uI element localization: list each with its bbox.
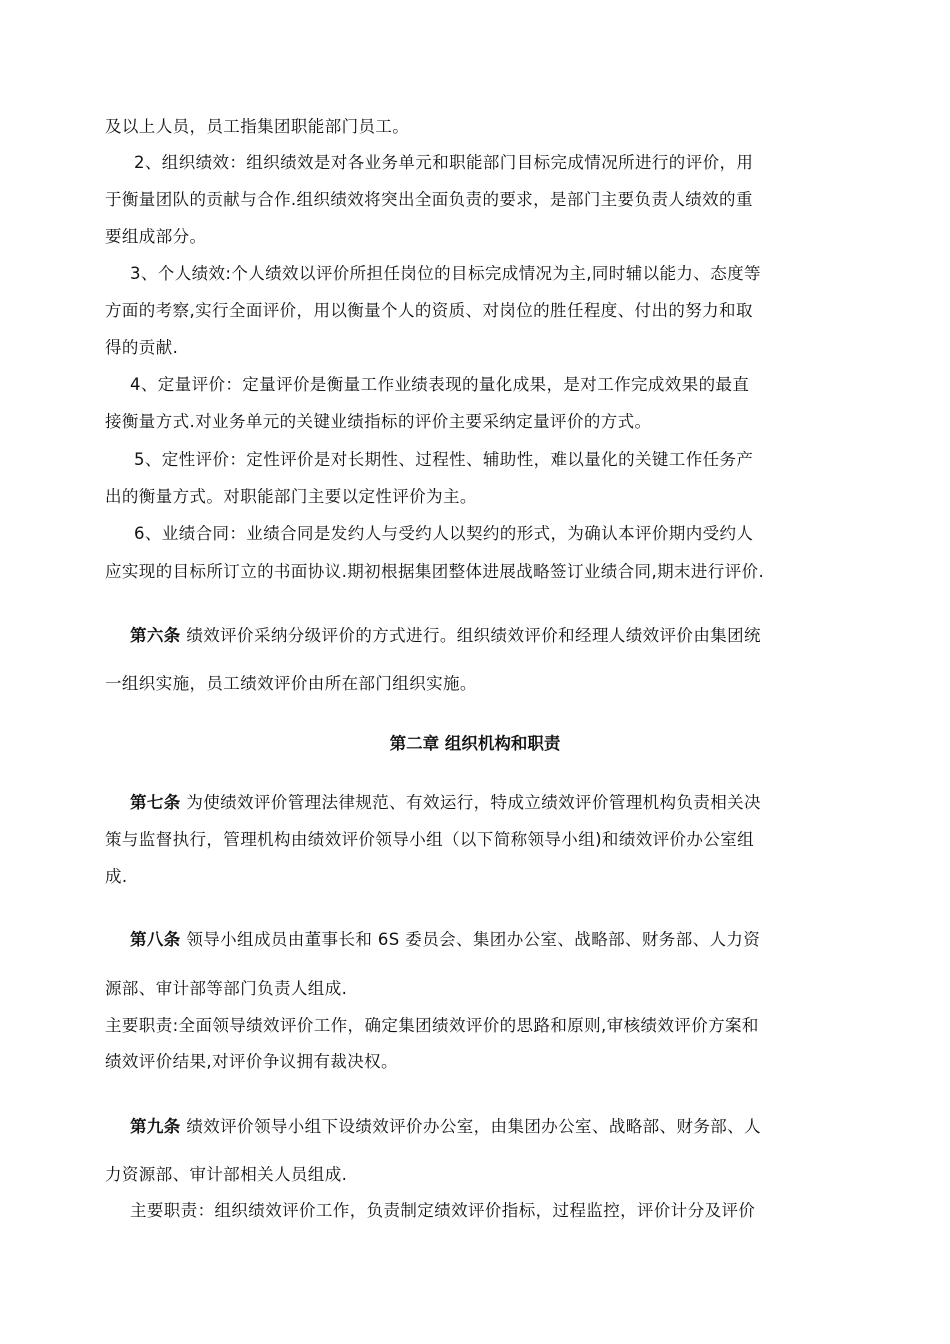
text-line: 要组成部分。 [105, 227, 207, 246]
text-line: 得的贡献. [105, 338, 179, 357]
article-8-line: 第八条 领导小组成员由董事长和 6S 委员会、集团办公室、战略部、财务部、人力资 [130, 930, 761, 949]
article-9-line: 力资源部、审计部相关人员组成. [105, 1165, 348, 1184]
text-line: 接衡量方式.对业务单元的关键业绩指标的评价主要采纳定量评价的方式。 [105, 412, 652, 431]
article-7-line: 第七条 为使绩效评价管理法律规范、有效运行，特成立绩效评价管理机构负责相关决 [130, 793, 761, 812]
article-9-line: 主要职责：组织绩效评价工作，负责制定绩效评价指标，过程监控，评价计分及评价 [130, 1201, 756, 1220]
article-9-label: 第九条 [130, 1117, 181, 1136]
article-7-line: 策与监督执行，管理机构由绩效评价领导小组（以下简称领导小组)和绩效评价办公室组 [105, 830, 755, 849]
article-7-line: 成. [105, 867, 128, 886]
text-line: 于衡量团队的贡献与合作.组织绩效将突出全面负责的要求，是部门主要负责人绩效的重 [105, 190, 753, 209]
text-line: 6、业绩合同：业绩合同是发约人与受约人以契约的形式，为确认本评价期内受约人 [134, 524, 754, 543]
text-line: 及以上人员，员工指集团职能部门员工。 [105, 117, 410, 136]
text-line: 4、定量评价：定量评价是衡量工作业绩表现的量化成果，是对工作完成效果的最直 [130, 375, 750, 394]
text-line: 2、组织绩效：组织绩效是对各业务单元和职能部门目标完成情况所进行的评价，用 [134, 153, 754, 172]
article-6-label: 第六条 [130, 626, 181, 645]
text-line: 5、定性评价：定性评价是对长期性、过程性、辅助性，难以量化的关键工作任务产 [134, 450, 754, 469]
article-8-line: 绩效评价结果,对评价争议拥有裁决权。 [105, 1052, 398, 1071]
text-line: 3、个人绩效:个人绩效以评价所担任岗位的目标完成情况为主,同时辅以能力、态度等 [130, 264, 761, 283]
article-8-label: 第八条 [130, 930, 181, 949]
article-6-line: 一组织实施，员工绩效评价由所在部门组织实施。 [105, 674, 477, 693]
chapter-heading: 第二章 组织机构和职责 [389, 734, 561, 753]
article-8-line: 主要职责:全面领导绩效评价工作，确定集团绩效评价的思路和原则,审核绩效评价方案和 [105, 1016, 759, 1035]
article-6-line: 第六条 绩效评价采纳分级评价的方式进行。组织绩效评价和经理人绩效评价由集团统 [130, 626, 761, 645]
article-8-line: 源部、审计部等部门负责人组成. [105, 979, 348, 998]
text-line: 出的衡量方式。对职能部门主要以定性评价为主。 [105, 487, 477, 506]
text-line: 方面的考察,实行全面评价，用以衡量个人的资质、对岗位的胜任程度、付出的努力和取 [105, 301, 753, 320]
article-9-line: 第九条 绩效评价领导小组下设绩效评价办公室，由集团办公室、战略部、财务部、人 [130, 1117, 761, 1136]
text-line: 应实现的目标所订立的书面协议.期初根据集团整体进展战略签订业绩合同,期末进行评价. [105, 562, 765, 581]
article-7-label: 第七条 [130, 793, 181, 812]
